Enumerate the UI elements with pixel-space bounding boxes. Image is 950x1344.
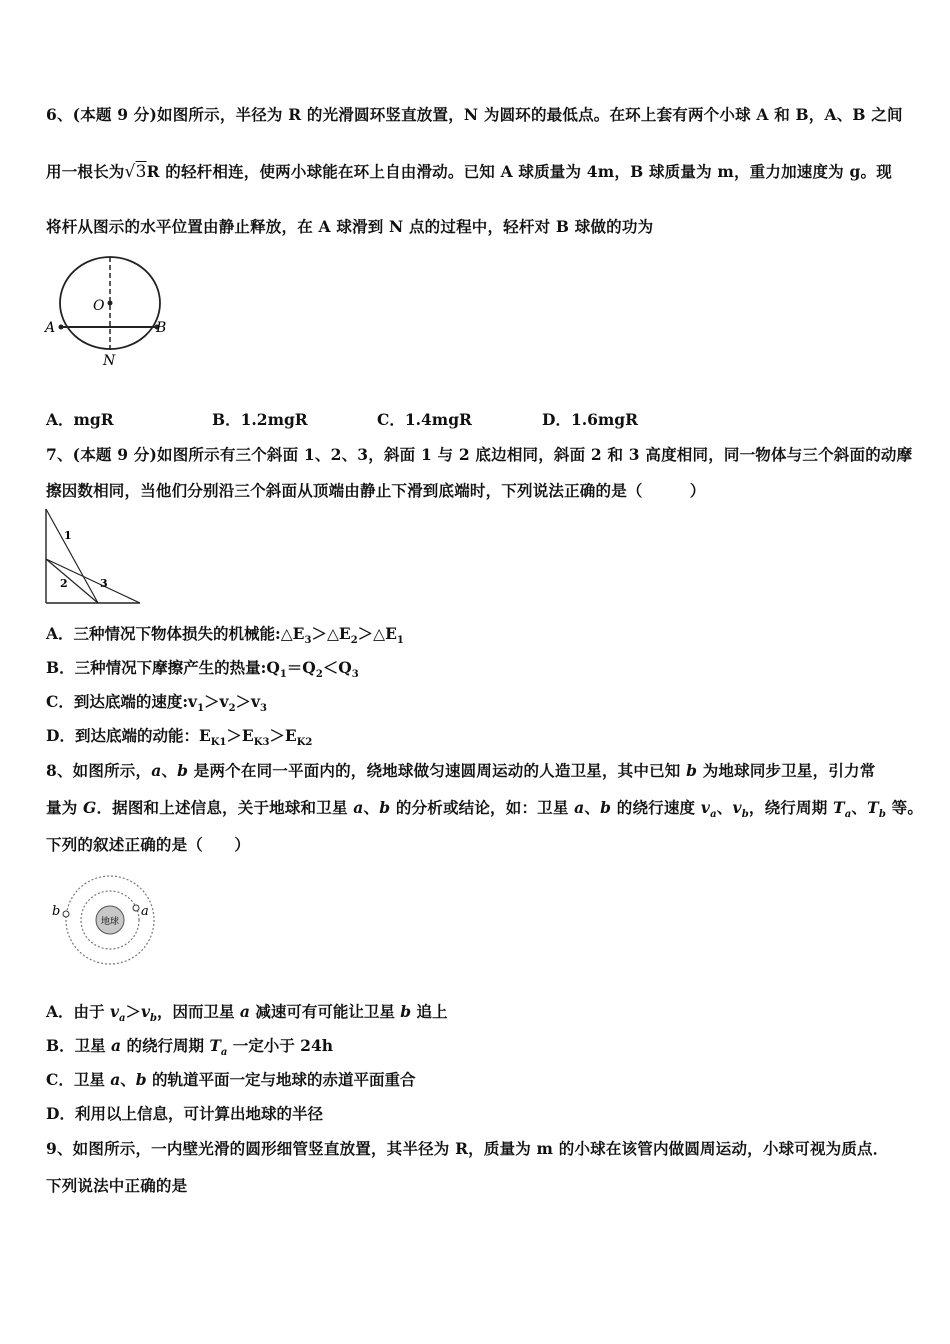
incline-figure [42,507,144,607]
q7-line1: 7、(本题 9 分)如图所示有三个斜面 1、2、3，斜面 1 与 2 底边相同，斜面 2 和 3 高度相同，同一物体与三个斜面的动摩 [46,445,913,464]
q8-l2-a2: a [353,798,364,817]
q7c-sub2: 2 [228,703,236,715]
ball-a [59,325,64,330]
label-n: N [103,353,116,369]
q7a-mid1: ＞△E [311,624,351,643]
label-b: B [156,320,167,336]
q8-l2-g: 、 [716,798,733,817]
incline-label-3: 3 [100,577,108,590]
q7c-mid1: ＞v [204,692,229,711]
q8-l1-a: 8、如图所示， [46,761,152,780]
q8a-m: ＞ [125,1002,141,1021]
q7b-sub2: 2 [315,669,323,681]
q7d-mid2: ＞E [269,726,297,745]
q8-l1-e: 是两个在同一平面内的，绕地球做匀速圆周运动的人造卫星，其中已知 [188,761,687,780]
q7d-mid1: ＞E [226,726,254,745]
q6-option-d[interactable]: D．1.6mgR [542,410,639,429]
q8a-s2: b [149,1013,157,1025]
q8-l2-Ta: a [844,809,852,821]
q8c-c: 的轨道平面一定与地球的赤道平面重合 [146,1070,416,1089]
q6-option-b[interactable]: B．1.2mgR [212,410,308,429]
q7b-sub3: 3 [351,669,359,681]
q8-l1-g: 为地球同步卫星，引力常 [697,761,876,780]
earth-label: 地球 [100,917,120,927]
q8c-sb: b [135,1070,147,1089]
q8-l2-j: 等。 [886,798,924,817]
q7-line2: 擦因数相同，当他们分别沿三个斜面从顶端由静止下滑到底端时，下列说法正确的是（ ） [46,481,706,500]
q7a-sub2: 2 [350,635,358,647]
q8c-a: C．卫星 [46,1070,111,1089]
q7c-sub3: 3 [260,703,268,715]
label-a: A [45,320,56,336]
q8-l2-d: 的分析或结论，如：卫星 [390,798,575,817]
q8-option-b[interactable] [46,1034,333,1058]
label-sat-b: b [52,904,61,919]
q8a-c: 减速可有可能让卫星 [249,1002,401,1021]
ring-figure [40,255,180,370]
sqrt-radicand: 3 [135,162,147,182]
q8b-sat: a [111,1036,122,1055]
q7a-text: A．三种情况下物体损失的机械能:△E [46,624,305,643]
q8-l2-T: T [833,798,845,817]
satellite-figure [48,870,163,970]
center-point [108,301,113,306]
incline-1 [46,509,98,603]
q8-line2 [46,796,923,820]
q8a-a: A．由于 [46,1002,110,1021]
q8-line3: 下列的叙述正确的是（ ） [46,835,251,854]
q8a-b: ，因而卫星 [156,1002,240,1021]
q7-option-b[interactable] [46,656,359,680]
q6-line2 [46,160,892,182]
satellite-b [63,911,69,917]
q7c-mid2: ＞v [235,692,261,711]
q8a-v2: v [140,1002,150,1021]
q7b-text: B．三种情况下摩擦产生的热量:Q [46,658,280,677]
q8c-b: 、 [120,1070,136,1089]
q8a-sat2: b [400,1002,412,1021]
sqrt-sign: √ [124,162,136,182]
label-sat-a: a [141,904,149,919]
q8-l1-d: b [177,761,189,780]
q8-l2-a3: a [574,798,585,817]
q8-l2-h: ，绕行周期 [748,798,833,817]
q6-line3: 将杆从图示的水平位置由静止释放，在 A 球滑到 N 点的过程中，轻杆对 B 球做的功为 [46,217,654,236]
q7b-mid1: ＝Q [286,658,316,677]
q7a-sub1: 3 [304,635,312,647]
incline-label-1: 1 [64,529,72,542]
q8b-s: a [220,1047,228,1059]
q8-l2-b3: b [600,798,612,817]
q8-l2-e: 、 [584,798,601,817]
q8-l2-b: ．据图和上述信息，关于地球和卫星 [96,798,354,817]
q8b-c: 一定小于 24h [227,1036,334,1055]
q7d-sub3: K2 [296,737,313,749]
q8-l2-G: G [83,798,97,817]
q8-l1-c: 、 [161,761,178,780]
q7d-text: D．到达底端的动能：E [46,726,211,745]
q8-l2-b2: b [379,798,391,817]
q7b-mid2: ＜Q [322,658,352,677]
q8-l1-b: a [151,761,162,780]
q8-l2-c: 、 [363,798,380,817]
q8a-s1: a [118,1013,126,1025]
q7a-mid2: ＞△E [357,624,397,643]
q8-line1 [46,759,875,781]
q8-l2-Tb: b [878,809,887,821]
q6-line2-pre: 用一根长为 [46,162,125,181]
sqrt-symbol [125,162,147,182]
label-o: O [93,298,105,314]
q8-l2-v2: v [732,798,742,817]
q8-l2-a: 量为 [46,798,83,817]
q7c-text: C．到达底端的速度:v [46,692,198,711]
q6-line1: 6、(本题 9 分)如图所示，半径为 R 的光滑圆环竖直放置，N 为圆环的最低点。在环上套有两个小球 A 和 B，A、B 之间 [46,105,903,124]
q8-option-a[interactable] [46,1000,447,1024]
q8-l2-v: v [700,798,711,817]
q9-line2: 下列说法中正确的是 [46,1176,188,1195]
q8-l2-T2: T [867,798,879,817]
q6-line2-post: R 的轻杆相连，使两小球能在环上自由滑动。已知 A 球质量为 4m，B 球质量为 m，重力加速度为 g。现 [146,162,892,181]
q7b-sub1: 1 [279,669,287,681]
q8-option-d[interactable]: D．利用以上信息，可计算出地球的半径 [46,1104,323,1123]
q8b-b: 的绕行周期 [121,1036,210,1055]
q8-l2-va: a [710,809,717,821]
q8-l2-vb: b [741,809,749,821]
q7-option-c[interactable] [46,690,267,714]
q8a-sat: a [239,1002,250,1021]
q8-l1-f: b [686,761,698,780]
q8b-T: T [209,1036,221,1055]
incline-label-2: 2 [60,577,68,590]
q7d-sub2: K3 [253,737,270,749]
q8-l2-i: 、 [851,798,868,817]
q8a-v1: v [109,1002,119,1021]
q8a-d: 追上 [411,1002,448,1021]
q8b-a: B．卫星 [46,1036,111,1055]
satellite-a [133,905,139,911]
q7-option-d[interactable] [46,724,312,748]
q6-option-c[interactable]: C．1.4mgR [377,410,472,429]
q7c-sub1: 1 [197,703,205,715]
q8-l2-f: 的绕行速度 [611,798,701,817]
incline-2 [46,559,98,603]
q7d-sub1: K1 [210,737,227,749]
q7a-sub3: 1 [396,635,404,647]
q6-option-a[interactable]: A．mgR [46,410,114,429]
q9-line1: 9、如图所示，一内壁光滑的圆形细管竖直放置，其半径为 R，质量为 m 的小球在该管内做圆周运动，小球可视为质点． [46,1139,889,1158]
q8c-sa: a [110,1070,121,1089]
q8-option-c[interactable] [46,1068,416,1090]
q7-option-a[interactable] [46,622,404,646]
